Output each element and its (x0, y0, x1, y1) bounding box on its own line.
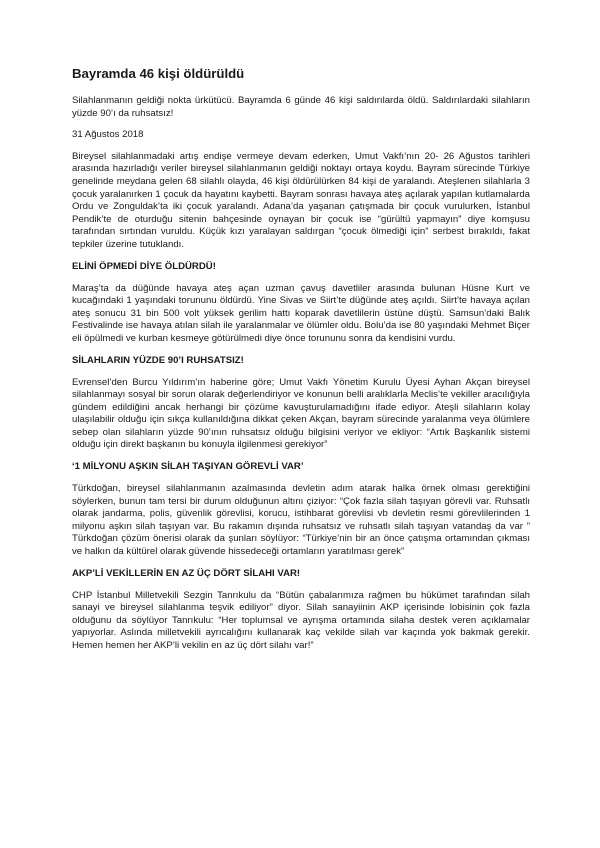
article (72, 66, 530, 662)
article-lead: Silahlanmanın geldiği nokta ürkütücü. Bayramda 6 günde 46 kişi saldırılarda öldü. Saldırılardaki silahların yüzde 90’ı da ruhsatsız! (72, 95, 530, 119)
section-body: CHP İstanbul Milletvekili Sezgin Tanrıkulu da “Bütün çabalarımıza rağmen bu hükümet tarafından silah sanayi ve bireysel silahlanma teşvik ediliyor” diyor. Silah sanayiinin AKP içerisinde lobisinin çok fazla olduğunu da söylüyor Tanrıkulu: “Her toplumsal ve ayrışma ortamında silaha destek veren açıklamalar yapıyorlar. Aslında milletvekili ayrıcalığını kullanarak kaç vekilde silah var kaçında yok bakmak gerekir. Hemen hemen her AKP’li vekilin en az üç dört silahı var!” (72, 589, 530, 651)
section-body: Türkdoğan, bireysel silahlanmanın azalmasında devletin adım atarak halka örnek olması gerektiğini söylerken, bunun tam tersi bir durum olduğunun altını çiziyor: “Çok fazla silah taşıyan görevli var. Ruhsatlı olarak jandarma, polis, güvenlik görevlisi, korucu, istihbarat görevlisi vb devletin resmi görevlilerinden 1 milyonu aşkın silah taşıyan var. Bu rakamın dışında ruhsatsız ve ruhsatlı silah taşıyan vatandaş da var ” Türkdoğan çözüm önerisi olarak da şunları söylüyor: “Türkiye’nin bir an önce çatışma ortamından çıkması ve halkın da kültürel olarak güvende hissedeceği ortamların yaratılması gerek” (72, 483, 530, 558)
article-date: 31 Ağustos 2018 (72, 129, 144, 141)
section-body: Maraş’ta da düğünde havaya ateş açan uzman çavuş davetliler arasında bulunan Hüsne Kurt ve kucağındaki 1 yaşındaki torununu öldürdü. Yine Sivas ve Siirt’te düğünde ateş açıldı. Siirt’te havaya açılan ateş sonucu 31 bin 500 volt yüksek gerilim hattı koparak davetlilerin üstüne düştü. Samsun’daki Balık Festivalinde ise havaya atılan silah ile yaralanmalar ve ölümler oldu. Bolu’da ise 80 yaşındaki Mehmet Biçer eli öpülmedi ve kurban kesmeye götürülmedi diye önce torununu sonra da kendisini vurdu. (72, 282, 530, 344)
section-heading: SİLAHLARIN YÜZDE 90’I RUHSATSIZ! (72, 354, 244, 366)
section-heading: AKP’Lİ VEKİLLERİN EN AZ ÜÇ DÖRT SİLAHI VAR! (72, 567, 301, 579)
section-heading: ‘1 MİLYONU AŞKIN SİLAH TAŞIYAN GÖREVLİ VAR’ (72, 461, 304, 473)
section-heading: ELİNİ ÖPMEDİ DİYE ÖLDÜRDÜ! (72, 260, 216, 272)
article-title: Bayramda 46 kişi öldürüldü (72, 66, 245, 81)
article-intro: Bireysel silahlanmadaki artış endişe vermeye devam ederken, Umut Vakfı’nın 20- 26 Ağustos tarihleri arasında hazırladığı veriler bireysel silahlanmanın geldiği noktayı ortaya koydu. Bayram sürecinde Türkiye genelinde meydana gelen 68 silahlı olayda, 46 kişi öldürülürken 84 kişi de yaralandı. Ateşlenen silahlarla 3 çocuk yaralanırken 1 çocuk da hayatını kaybetti. Bayram sonrası havaya ateş açılarak yapılan kutlamalarda Ordu ve Zonguldak’ta iki çocuk yaralandı. Adana’da yaşanan çatışmada bir çocuk vurulurken, İstanbul Pendik’te de oturduğu sitenin bahçesinde oynayan bir çocuk ise “gürültü yapmayın” diye komşusu tarafından sırtından vuruldu. Küçük kızı yaralayan saldırgan “çocuk ölmediği için” serbest bırakıldı, fakat tepkiler üzerine tutuklandı. (72, 150, 530, 250)
section-body: Evrensel’den Burcu Yıldırım’ın haberine göre; Umut Vakfı Yönetim Kurulu Üyesi Ayhan Akçan bireysel silahlanmayı sosyal bir sorun olarak değerlendiriyor ve konunun belli aralıklarla Meclis’te vekiller aracılığıyla gündem edildiğini ancak herhangi bir çözüme kavuşturulamadığını ifade ediyor. Ateşli silahların kolay ulaşılabilir olduğu için sıkça kullanıldığına dikkat çeken Akçan, bayram sürecinde yaralanma veya ölümlere sebep olan silahların yüzde 90’ının ruhsatsız olduğu bilgisini veriyor ve ekliyor: “Artık Başkanlık sistemi olduğu için direkt başkanın bu konuyla ilgilenmesi gerekiyor” (72, 376, 530, 451)
